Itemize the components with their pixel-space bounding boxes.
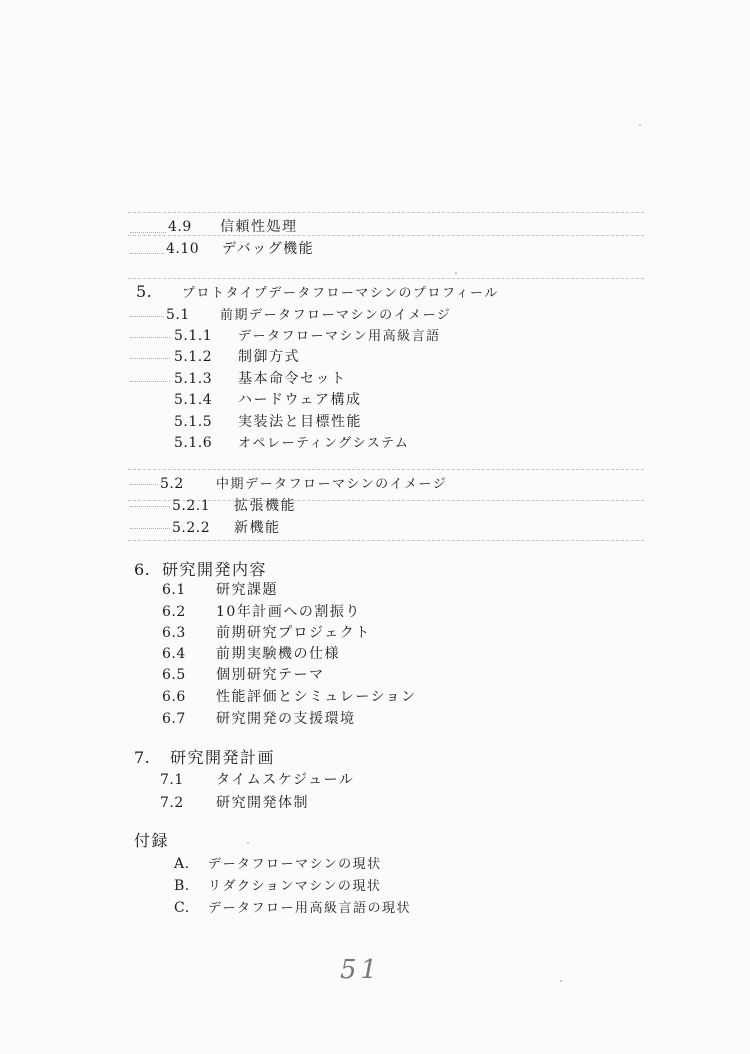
toc-entry-title: 個別研究テーマ [216, 667, 325, 683]
toc-entry-title: デバッグ機能 [222, 241, 315, 257]
leader-dots [130, 381, 170, 382]
toc-entry-number: 5. [136, 282, 153, 301]
toc-entry-number: 5.2.1 [172, 498, 211, 514]
toc-entry [160, 473, 447, 492]
scan-speck [639, 124, 641, 126]
appendix-item [174, 853, 382, 872]
toc-entry-title: データフローマシン用高級言語 [238, 329, 441, 344]
ruled-line [128, 540, 644, 541]
toc-entry [166, 304, 451, 323]
toc-entry-title: タイムスケジュール [216, 772, 355, 788]
toc-entry-title: 前期研究プロジェクト [216, 625, 371, 641]
toc-entry [160, 792, 309, 812]
toc-entry-number: 6.6 [162, 689, 186, 705]
toc-entry-title: 実装法と目標性能 [238, 414, 362, 430]
toc-entry [134, 745, 275, 768]
toc-entry-number: 6.7 [162, 711, 186, 727]
toc-entry [160, 769, 354, 789]
toc-entry-title: 制御方式 [238, 349, 300, 365]
appendix-item-letter: C. [174, 900, 190, 916]
toc-entry-title: 前期実験機の仕様 [216, 646, 340, 662]
toc-entry [162, 708, 356, 728]
toc-entry-number: 7.1 [160, 772, 184, 788]
toc-entry-number: 5.1.5 [174, 414, 213, 430]
toc-entry [162, 601, 361, 621]
toc-entry-title: 研究開発計画 [170, 748, 276, 767]
toc-entry [162, 686, 417, 706]
toc-entry [168, 216, 298, 236]
toc-entry-number: 5.1.1 [174, 328, 213, 344]
toc-entry-number: 5.2 [160, 476, 184, 492]
toc-entry-title: 10年計画への割振り [216, 604, 361, 620]
toc-entry-number: 6.5 [162, 667, 186, 683]
toc-entry-number: 5.1.6 [174, 435, 213, 451]
toc-entry-title: 拡張機能 [234, 498, 296, 514]
appendix-item-letter: B. [174, 878, 190, 894]
scan-speck [455, 272, 457, 274]
toc-entry-number: 6.3 [162, 625, 186, 641]
toc-entry-title: 研究開発内容 [162, 560, 268, 579]
toc-entry-number: 5.1.2 [174, 349, 213, 365]
toc-entry-title: 中期データフローマシンのイメージ [216, 477, 448, 492]
toc-entry-number: 5.2.2 [172, 520, 211, 536]
leader-dots [130, 253, 164, 254]
toc-entry-title: 基本命令セット [238, 371, 347, 387]
toc-entry-number: 6. [134, 560, 151, 579]
scan-speck [247, 842, 249, 844]
appendix-item-letter: A. [174, 856, 190, 872]
toc-entry-number: 7.2 [160, 795, 184, 811]
appendix-item-title: リダクションマシンの現状 [208, 879, 382, 894]
toc-entry-number: 4.9 [168, 219, 192, 235]
toc-entry [174, 411, 362, 431]
appendix-item [174, 897, 411, 916]
toc-entry-title: 新機能 [234, 520, 281, 536]
toc-entry [174, 325, 441, 344]
toc-entry-title: オペレーティングシステム [238, 436, 410, 451]
toc-entry [136, 282, 499, 301]
toc-entry [174, 432, 409, 451]
leader-dots [130, 528, 170, 529]
ruled-line [128, 469, 644, 470]
toc-entry [134, 557, 267, 580]
toc-entry-number: 5.1 [166, 307, 190, 323]
toc-entry [172, 517, 281, 537]
toc-entry-title: 研究開発体制 [216, 795, 309, 811]
ruled-line [128, 212, 644, 213]
toc-entry-title: 研究課題 [216, 582, 278, 598]
toc-entry-title: 前期データフローマシンのイメージ [220, 308, 452, 323]
toc-entry-number: 4.10 [166, 241, 200, 257]
toc-entry-number: 6.1 [162, 582, 186, 598]
leader-dots [130, 337, 170, 338]
leader-dots [130, 506, 170, 507]
scan-speck [560, 980, 562, 982]
appendix-heading-text: 付録 [134, 831, 170, 850]
appendix-item [174, 875, 381, 894]
appendix-item-title: データフロー用高級言語の現状 [208, 901, 412, 916]
toc-entry [162, 579, 278, 599]
page-number: 51 [340, 955, 382, 985]
toc-entry [174, 389, 361, 409]
toc-entry-title: 研究開発の支援環境 [216, 711, 356, 727]
toc-entry-title: 性能評価とシミュレーション [216, 689, 417, 705]
appendix-heading [134, 828, 169, 851]
leader-dots [130, 232, 166, 233]
toc-entry-number: 6.2 [162, 604, 186, 620]
toc-entry-number: 5.1.4 [174, 392, 213, 408]
toc-entry [162, 664, 325, 684]
toc-entry-number: 5.1.3 [174, 371, 213, 387]
ruled-line [128, 278, 644, 279]
toc-entry-number: 6.4 [162, 646, 186, 662]
toc-entry-title: 信頼性処理 [220, 219, 298, 235]
toc-entry [174, 346, 300, 366]
appendix-item-title: データフローマシンの現状 [208, 857, 382, 872]
toc-entry-number: 7. [134, 748, 151, 767]
leader-dots [130, 358, 170, 359]
toc-entry [172, 495, 296, 515]
toc-entry [162, 643, 340, 663]
toc-entry [166, 238, 314, 258]
toc-entry-title: ハードウェア構成 [238, 392, 362, 408]
leader-dots [130, 484, 158, 485]
toc-entry [174, 368, 347, 388]
toc-entry [162, 622, 371, 642]
toc-entry-title: プロトタイプデータフローマシンのプロフィール [182, 286, 499, 301]
leader-dots [130, 316, 164, 317]
